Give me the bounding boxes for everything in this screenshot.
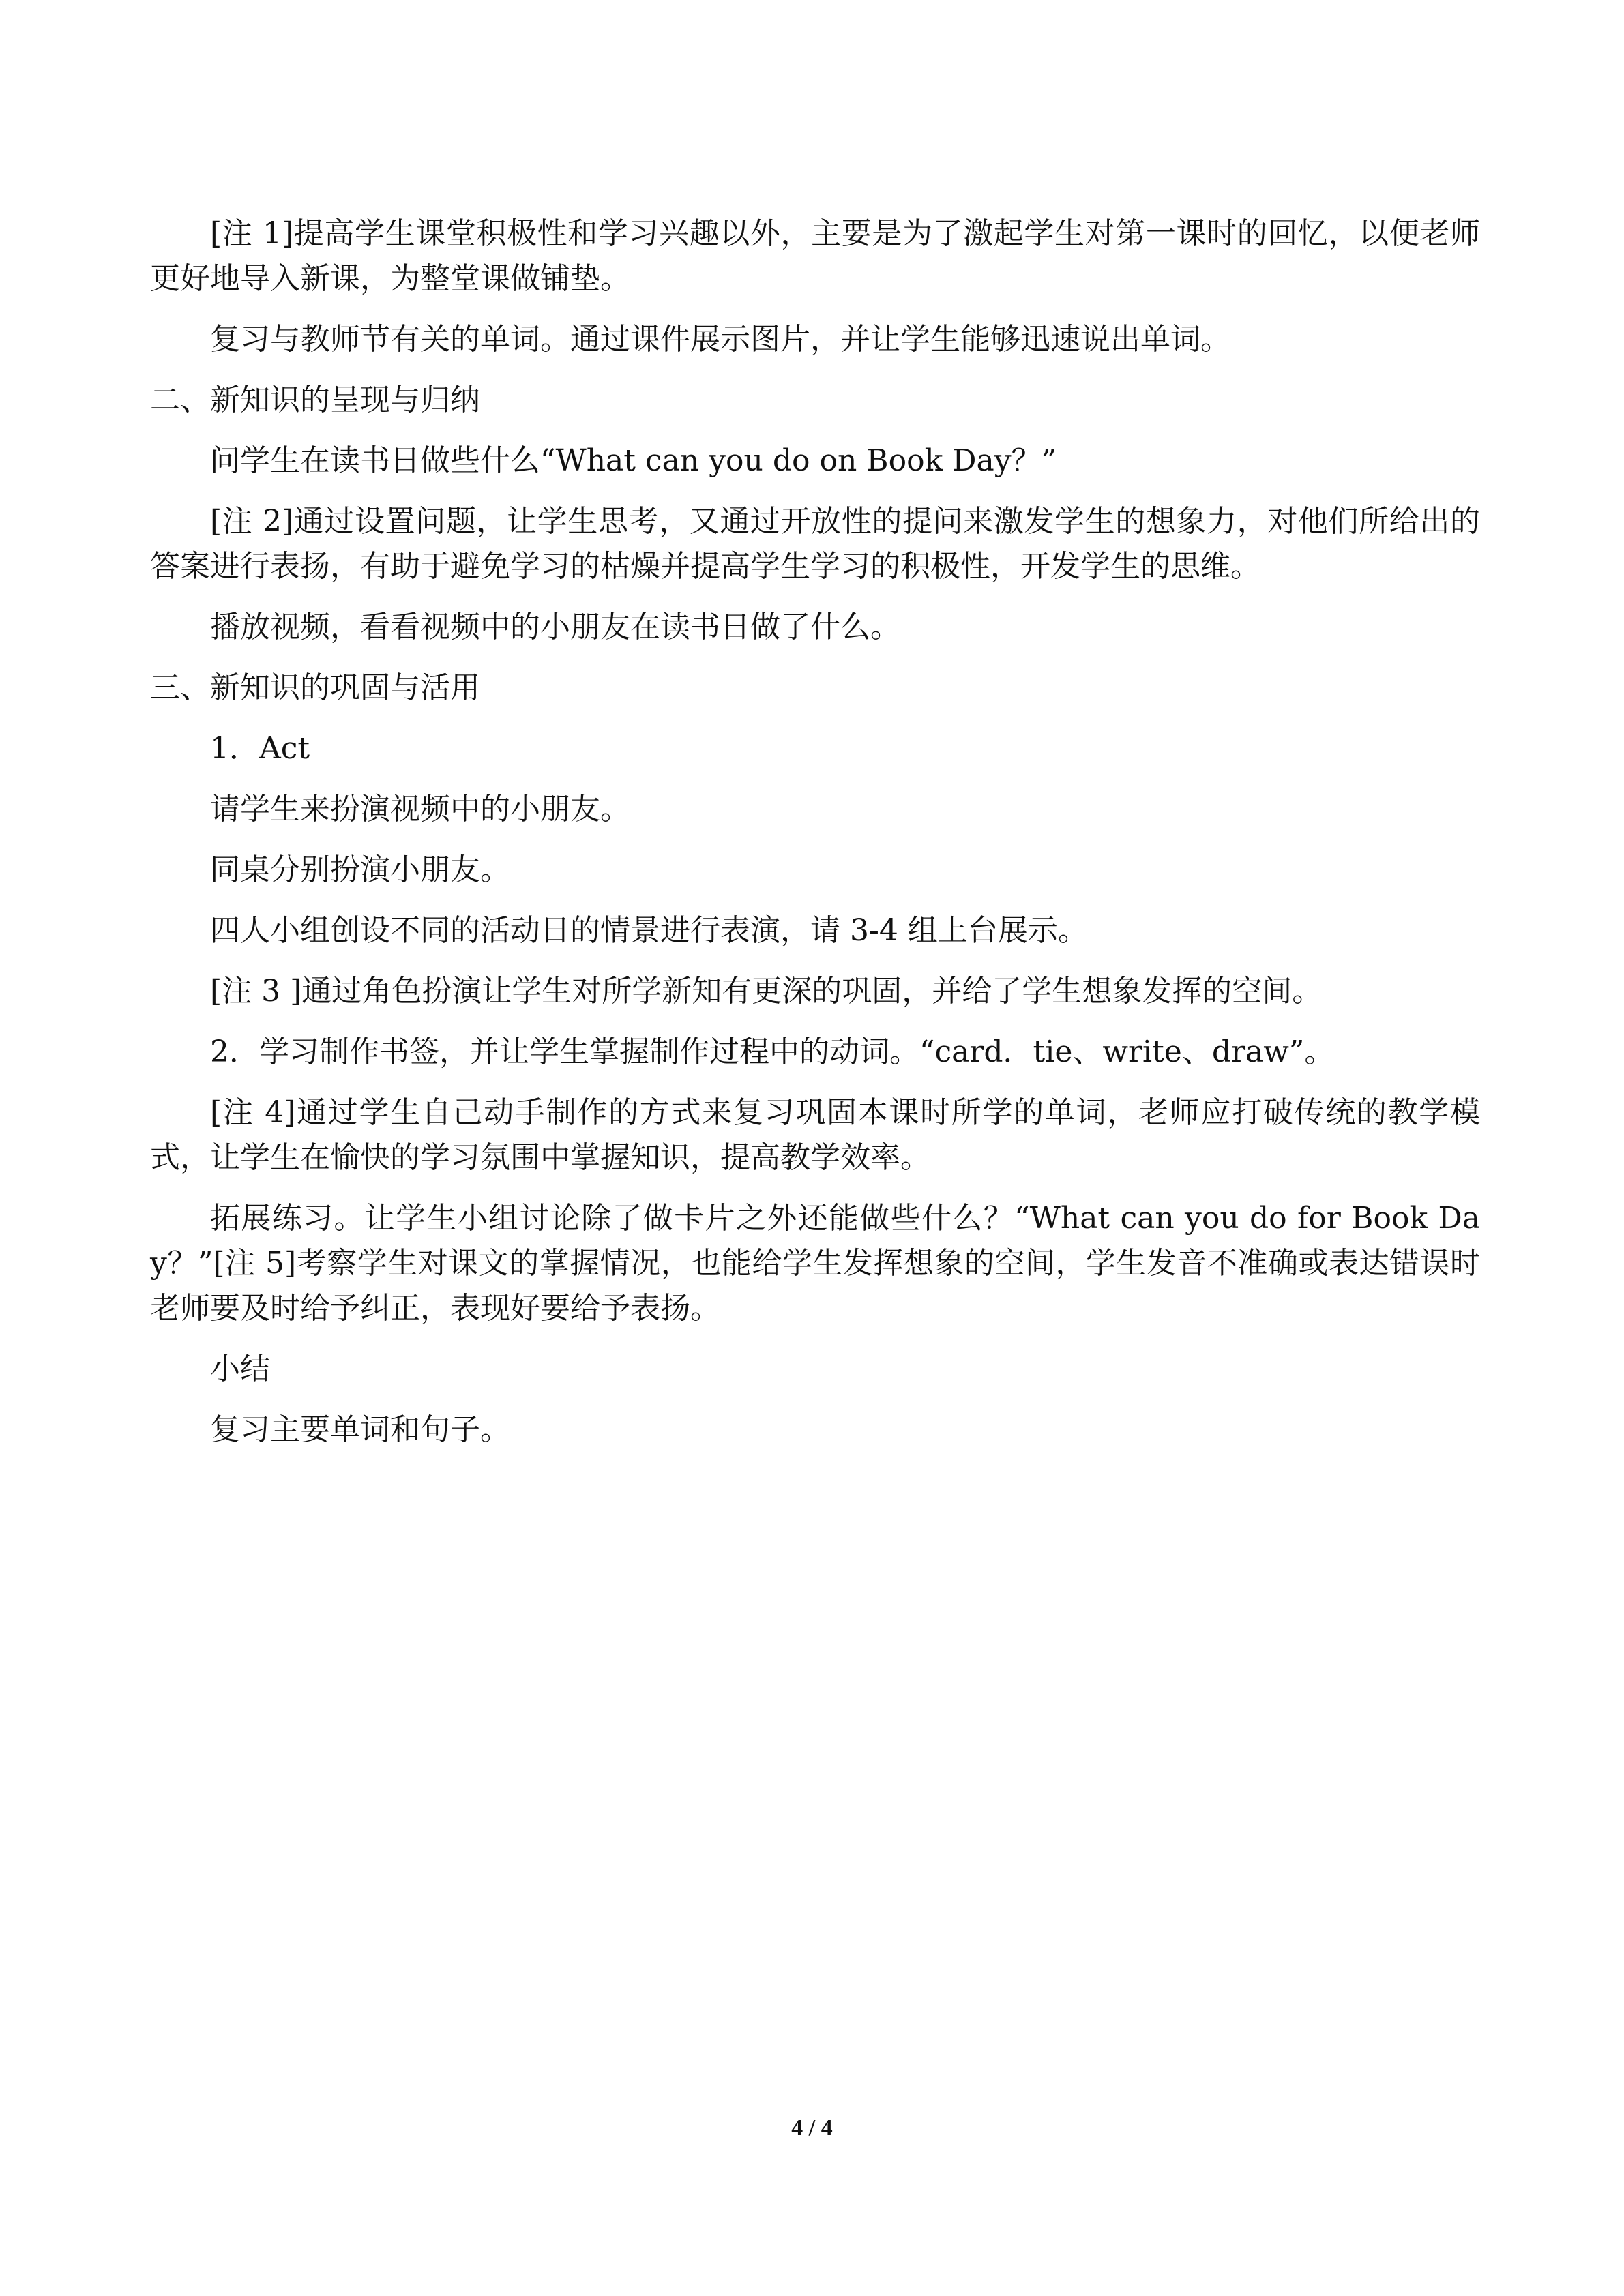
act-step-1: 请学生来扮演视频中的小朋友。: [210, 792, 630, 826]
note-2-paragraph: [注 2]通过设置问题，让学生思考，又通过开放性的提问来激发学生的想象力，对他们所给出的答案进行表扬，有助于避免学习的枯燥并提高学生学习的积极性，开发学生的思维。: [150, 504, 1480, 584]
extension-paragraph: 拓展练习。让学生小组讨论除了做卡片之外还能做些什么？“What can you do for Book Day？”[注 5]考察学生对课文的掌握情况，也能给学生发挥想象的空间，学生发音不准确或表达错误时老师要及时给予纠正，表现好要给予表扬。: [150, 1201, 1480, 1326]
section-2-heading: 二、新知识的呈现与归纳: [150, 383, 480, 417]
review-words-paragraph: 复习与教师节有关的单词。通过课件展示图片，并让学生能够迅速说出单词。: [210, 322, 1230, 357]
page-number: 4 / 4: [791, 2115, 833, 2141]
item-1-act: 1．Act: [210, 731, 310, 766]
summary-heading: 小结: [210, 1352, 270, 1386]
item-2-bookmark: 2．学习制作书签，并让学生掌握制作过程中的动词。“card．tie、write、draw”。: [210, 1034, 1335, 1069]
note-1-paragraph: [注 1]提高学生课堂积极性和学习兴趣以外，主要是为了激起学生对第一课时的回忆，以便老师更好地导入新课，为整堂课做铺垫。: [150, 216, 1480, 296]
summary-paragraph: 复习主要单词和句子。: [210, 1412, 510, 1447]
note-3-paragraph: [注 3 ]通过角色扮演让学生对所学新知有更深的巩固，并给了学生想象发挥的空间。: [210, 974, 1323, 1009]
act-step-2: 同桌分别扮演小朋友。: [210, 852, 510, 887]
document-body: [150, 211, 1480, 1468]
question-paragraph: 问学生在读书日做些什么“What can you do on Book Day？”: [210, 443, 1057, 478]
act-step-3: 四人小组创设不同的活动日的情景进行表演，请 3-4 组上台展示。: [210, 913, 1088, 948]
video-paragraph: 播放视频，看看视频中的小朋友在读书日做了什么。: [210, 610, 900, 644]
section-3-heading: 三、新知识的巩固与活用: [150, 670, 480, 705]
note-4-paragraph: [注 4]通过学生自己动手制作的方式来复习巩固本课时所学的单词，老师应打破传统的教学模式，让学生在愉快的学习氛围中掌握知识，提高教学效率。: [150, 1095, 1480, 1175]
